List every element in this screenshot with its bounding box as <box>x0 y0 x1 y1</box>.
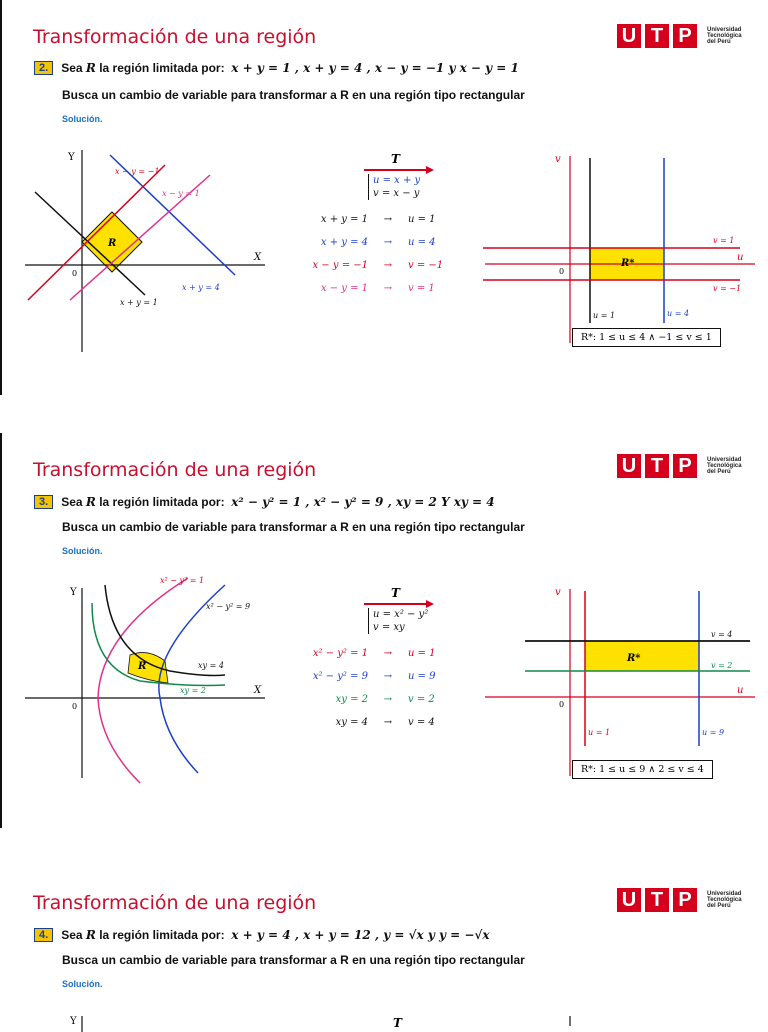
svg-text:x − y = −1: x − y = −1 <box>115 167 160 176</box>
problem-number: 3. <box>34 495 53 509</box>
problem-number: 4. <box>34 928 53 942</box>
svg-text:Y: Y <box>70 1016 77 1027</box>
mapping-row <box>298 277 483 300</box>
svg-text:0: 0 <box>559 700 565 709</box>
problem-statement: 4. Sea R la región limitada por: x + y = 4 , x + y = 12 , y = √x y y = −√x <box>34 928 490 942</box>
mapping-to: v = 1 <box>408 283 435 294</box>
mapping-arrow: → <box>383 237 393 248</box>
svg-text:u: u <box>737 685 744 696</box>
boundary-curves: x + y = 1 , x + y = 4 , x − y = −1 y x − y = 1 <box>231 61 519 75</box>
svg-text:v: v <box>555 587 561 598</box>
instruction: Busca un cambio de variable para transformar a R en una región tipo rectangular <box>62 520 525 534</box>
svg-text:R*: R* <box>627 653 641 664</box>
slide-problem-3 <box>0 433 768 828</box>
mapping-row <box>298 642 483 665</box>
mapping-from: xy = 4 <box>335 717 368 728</box>
solution-label: Solución. <box>62 546 103 556</box>
svg-text:x + y = 4: x + y = 4 <box>182 283 220 292</box>
transformation-block: T u = x + y v = x − y x + y = 1 → u = 1 x + y = 4 → u = 4 x − y = −1 → v = −1 x − y = 1 → v = 1 <box>318 152 483 300</box>
problem-statement: 3. Sea R la región limitada por: x² − y² = 1 , x² − y² = 9 , xy = 2 Y xy = 4 <box>34 495 495 509</box>
mapping-from: x² − y² = 1 <box>312 648 368 659</box>
boundary-curves: x + y = 4 , x + y = 12 , y = √x y y = −√x <box>231 928 490 942</box>
curve-x2-y2-1 <box>98 578 188 783</box>
svg-text:v = 2: v = 2 <box>711 661 733 670</box>
xy-region-graph <box>20 140 280 360</box>
mapping-row <box>298 208 483 231</box>
instruction: Busca un cambio de variable para transformar a R en una región tipo rectangular <box>62 953 525 967</box>
mapping-row <box>298 665 483 688</box>
svg-text:u = 1: u = 1 <box>593 311 616 320</box>
svg-text:u = 4: u = 4 <box>667 309 690 318</box>
svg-text:xy = 4: xy = 4 <box>198 661 224 670</box>
svg-text:x² − y² = 9: x² − y² = 9 <box>206 602 251 611</box>
mapping-to: v = −1 <box>408 260 444 271</box>
mapping-from: x − y = −1 <box>312 260 368 271</box>
svg-text:0: 0 <box>559 267 565 276</box>
mapping-arrow: → <box>383 283 393 294</box>
svg-text:R: R <box>138 661 147 672</box>
svg-text:xy = 2: xy = 2 <box>180 686 206 695</box>
transformation-arrow <box>364 166 434 174</box>
slide-problem-4 <box>0 866 768 1030</box>
line-x-minus-y-neg1 <box>28 165 165 300</box>
uv-rectangle-graph <box>475 148 765 348</box>
mapping-arrow: → <box>383 260 393 271</box>
problem-number: 2. <box>34 61 53 75</box>
solution-label: Solución. <box>62 114 103 124</box>
solution-label: Solución. <box>62 979 103 989</box>
mapping-list <box>298 642 483 734</box>
svg-text:x² − y² = 1: x² − y² = 1 <box>160 576 205 585</box>
utp-logo: U T P Universidad Tecnológica del Perú <box>617 454 742 478</box>
result-box: R*: 1 ≤ u ≤ 4 ∧ −1 ≤ v ≤ 1 <box>572 328 721 347</box>
curve-x2-y2-9 <box>159 585 225 773</box>
change-of-variable: u = x² − y² v = xy <box>368 608 483 634</box>
mapping-from: x + y = 4 <box>320 237 368 248</box>
left-edge-line <box>0 0 2 395</box>
uv-rectangle-graph <box>475 581 765 781</box>
slide-title: Transformación de una región <box>33 892 317 914</box>
transformation-arrow <box>364 600 434 608</box>
mapping-from: x² − y² = 9 <box>312 671 368 682</box>
mapping-to: u = 1 <box>408 648 436 659</box>
mapping-from: x − y = 1 <box>320 283 368 294</box>
instruction: Busca un cambio de variable para transformar a R en una región tipo rectangular <box>62 88 525 102</box>
svg-text:v = 1: v = 1 <box>713 236 735 245</box>
mapping-arrow: → <box>383 671 393 682</box>
mapping-list <box>298 208 483 300</box>
svg-text:X: X <box>254 252 262 263</box>
mapping-arrow: → <box>383 694 393 705</box>
mapping-from: x + y = 1 <box>320 214 368 225</box>
svg-text:x + y = 1: x + y = 1 <box>120 298 158 307</box>
y-axis-partial <box>60 1012 100 1032</box>
region-r-star <box>585 641 699 671</box>
mapping-row <box>298 711 483 734</box>
mapping-arrow: → <box>383 214 393 225</box>
svg-text:x − y = 1: x − y = 1 <box>162 189 200 198</box>
svg-text:u = 1: u = 1 <box>588 728 611 737</box>
slide-title: Transformación de una región <box>33 459 317 481</box>
mapping-to: u = 9 <box>408 671 436 682</box>
mapping-row <box>298 254 483 277</box>
xy-region-graph <box>20 573 280 803</box>
utp-logo: U T P Universidad Tecnológica del Perú <box>617 888 742 912</box>
svg-text:0: 0 <box>72 702 78 711</box>
slide-gap <box>0 828 768 866</box>
mapping-row <box>298 231 483 254</box>
svg-text:v: v <box>555 154 561 165</box>
slide-title: Transformación de una región <box>33 26 317 48</box>
mapping-arrow: → <box>383 648 393 659</box>
left-edge-line <box>0 433 2 828</box>
mapping-arrow: → <box>383 717 393 728</box>
slide-problem-2 <box>0 0 768 395</box>
mapping-to: v = 4 <box>408 717 435 728</box>
mapping-row <box>298 688 483 711</box>
result-box: R*: 1 ≤ u ≤ 9 ∧ 2 ≤ v ≤ 4 <box>572 760 713 779</box>
mapping-from: xy = 2 <box>335 694 368 705</box>
svg-text:Y: Y <box>70 587 77 598</box>
svg-text:X: X <box>254 685 262 696</box>
mapping-to: u = 4 <box>408 237 436 248</box>
svg-text:v = −1: v = −1 <box>713 284 742 293</box>
svg-text:v = 4: v = 4 <box>711 630 733 639</box>
svg-text:R*: R* <box>621 258 635 269</box>
utp-logo: U T P Universidad Tecnológica del Perú <box>617 24 742 48</box>
transformation-block: T u = x² − y² v = xy x² − y² = 1 → u = 1 x² − y² = 9 → u = 9 xy = 2 → v = 2 xy = 4 → v = 4 <box>318 586 483 734</box>
svg-text:u = 9: u = 9 <box>702 728 725 737</box>
v-axis-partial <box>560 1014 590 1026</box>
change-of-variable: u = x + y v = x − y <box>368 174 483 200</box>
svg-text:u: u <box>737 252 744 263</box>
problem-statement: 2. Sea R la región limitada por: x + y = 1 , x + y = 4 , x − y = −1 y x − y = 1 <box>34 61 519 75</box>
boundary-curves: x² − y² = 1 , x² − y² = 9 , xy = 2 Y xy = 4 <box>231 495 495 509</box>
svg-text:Y: Y <box>68 152 75 163</box>
svg-text:R: R <box>108 238 117 249</box>
slide-gap <box>0 395 768 433</box>
mapping-to: v = 2 <box>408 694 435 705</box>
transformation-label: T <box>393 1016 402 1030</box>
svg-text:0: 0 <box>72 269 78 278</box>
mapping-to: u = 1 <box>408 214 436 225</box>
